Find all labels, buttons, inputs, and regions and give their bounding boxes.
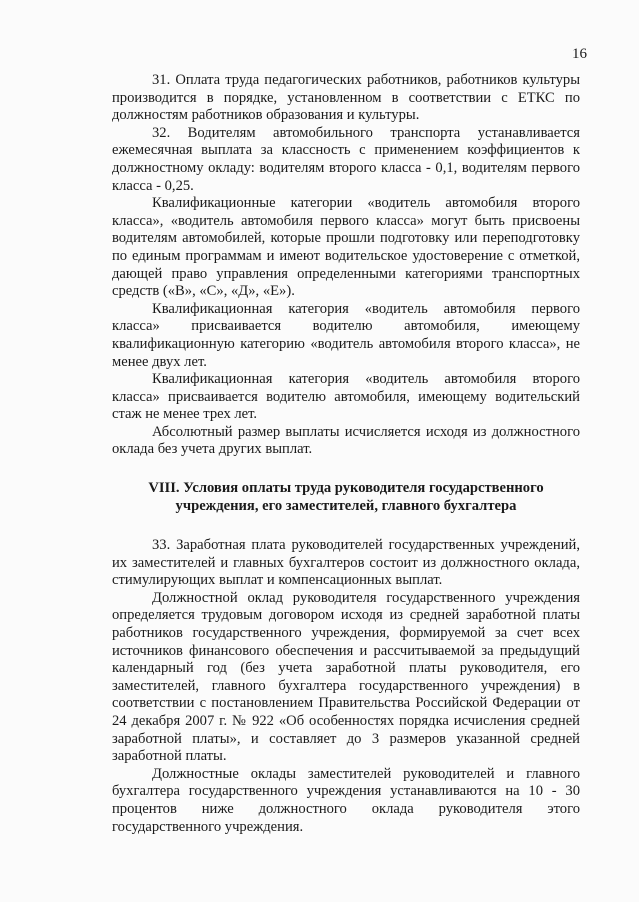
- section-heading-line-1: VIII. Условия оплаты труда руководителя государственного: [148, 480, 544, 497]
- paragraph-qualification-categories: Квалификационные категории «водитель автомобиля второго класса», «водитель автомобиля первого класса» могут быть присвоены водителям автомобилей, которые прошли подготовку или переподготовку по единым программам и имеют водительское удостоверение с отметкой, дающей право управления определенными категориями транспортных средств («В», «С», «Д», «Е»).: [112, 195, 580, 300]
- paragraph-32: 32. Водителям автомобильного транспорта устанавливается ежемесячная выплата за классность с применением коэффициентов к должностному окладу: водителям второго класса - 0,1, водителям первого класса - 0,25.: [112, 124, 580, 194]
- paragraph-head-salary: Должностной оклад руководителя государственного учреждения определяется трудовым договором исходя из средней заработной платы работников государственного учреждения, формируемой за счет всех источников финансового обеспечения и рассчитываемой за предыдущий календарный год (без учета заработной платы руководителя, его заместителей, главного бухгалтера государственного учреждения) в соответствии с постановлением Правительства Российской Федерации от 24 декабря 2007 г. № 922 «Об особенностях порядка исчисления средней заработной платы», и составляет до 3 размеров указанной средней заработной платы.: [112, 589, 580, 765]
- paragraph-31: 31. Оплата труда педагогических работников, работников культуры производится в порядке, установленном в соответствии с ЕТКС по должностям работников образования и культуры.: [112, 72, 580, 124]
- page-number: 16: [572, 46, 587, 62]
- section-heading: [112, 479, 580, 515]
- paragraph-33: 33. Заработная плата руководителей государственных учреждений, их заместителей и главных бухгалтеров состоит из должностного оклада, стимулирующих выплат и компенсационных выплат.: [112, 537, 580, 589]
- document-body: [112, 72, 580, 836]
- paragraph-second-class: Квалификационная категория «водитель автомобиля второго класса» присваивается водителю автомобиля, имеющему водительский стаж не менее трех лет.: [112, 371, 580, 423]
- paragraph-deputy-salary: Должностные оклады заместителей руководителей и главного бухгалтера государственного учреждения устанавливаются на 10 - 30 процентов ниже должностного оклада руководителя этого государственного учреждения.: [112, 765, 580, 835]
- paragraph-first-class: Квалификационная категория «водитель автомобиля первого класса» присваивается водителю автомобиля, имеющему квалификационную категорию «водитель автомобиля второго класса», не менее двух лет.: [112, 300, 580, 370]
- section-heading-line-2: учреждения, его заместителей, главного бухгалтера: [175, 498, 517, 515]
- paragraph-absolute-amount: Абсолютный размер выплаты исчисляется исходя из должностного оклада без учета других выплат.: [112, 423, 580, 458]
